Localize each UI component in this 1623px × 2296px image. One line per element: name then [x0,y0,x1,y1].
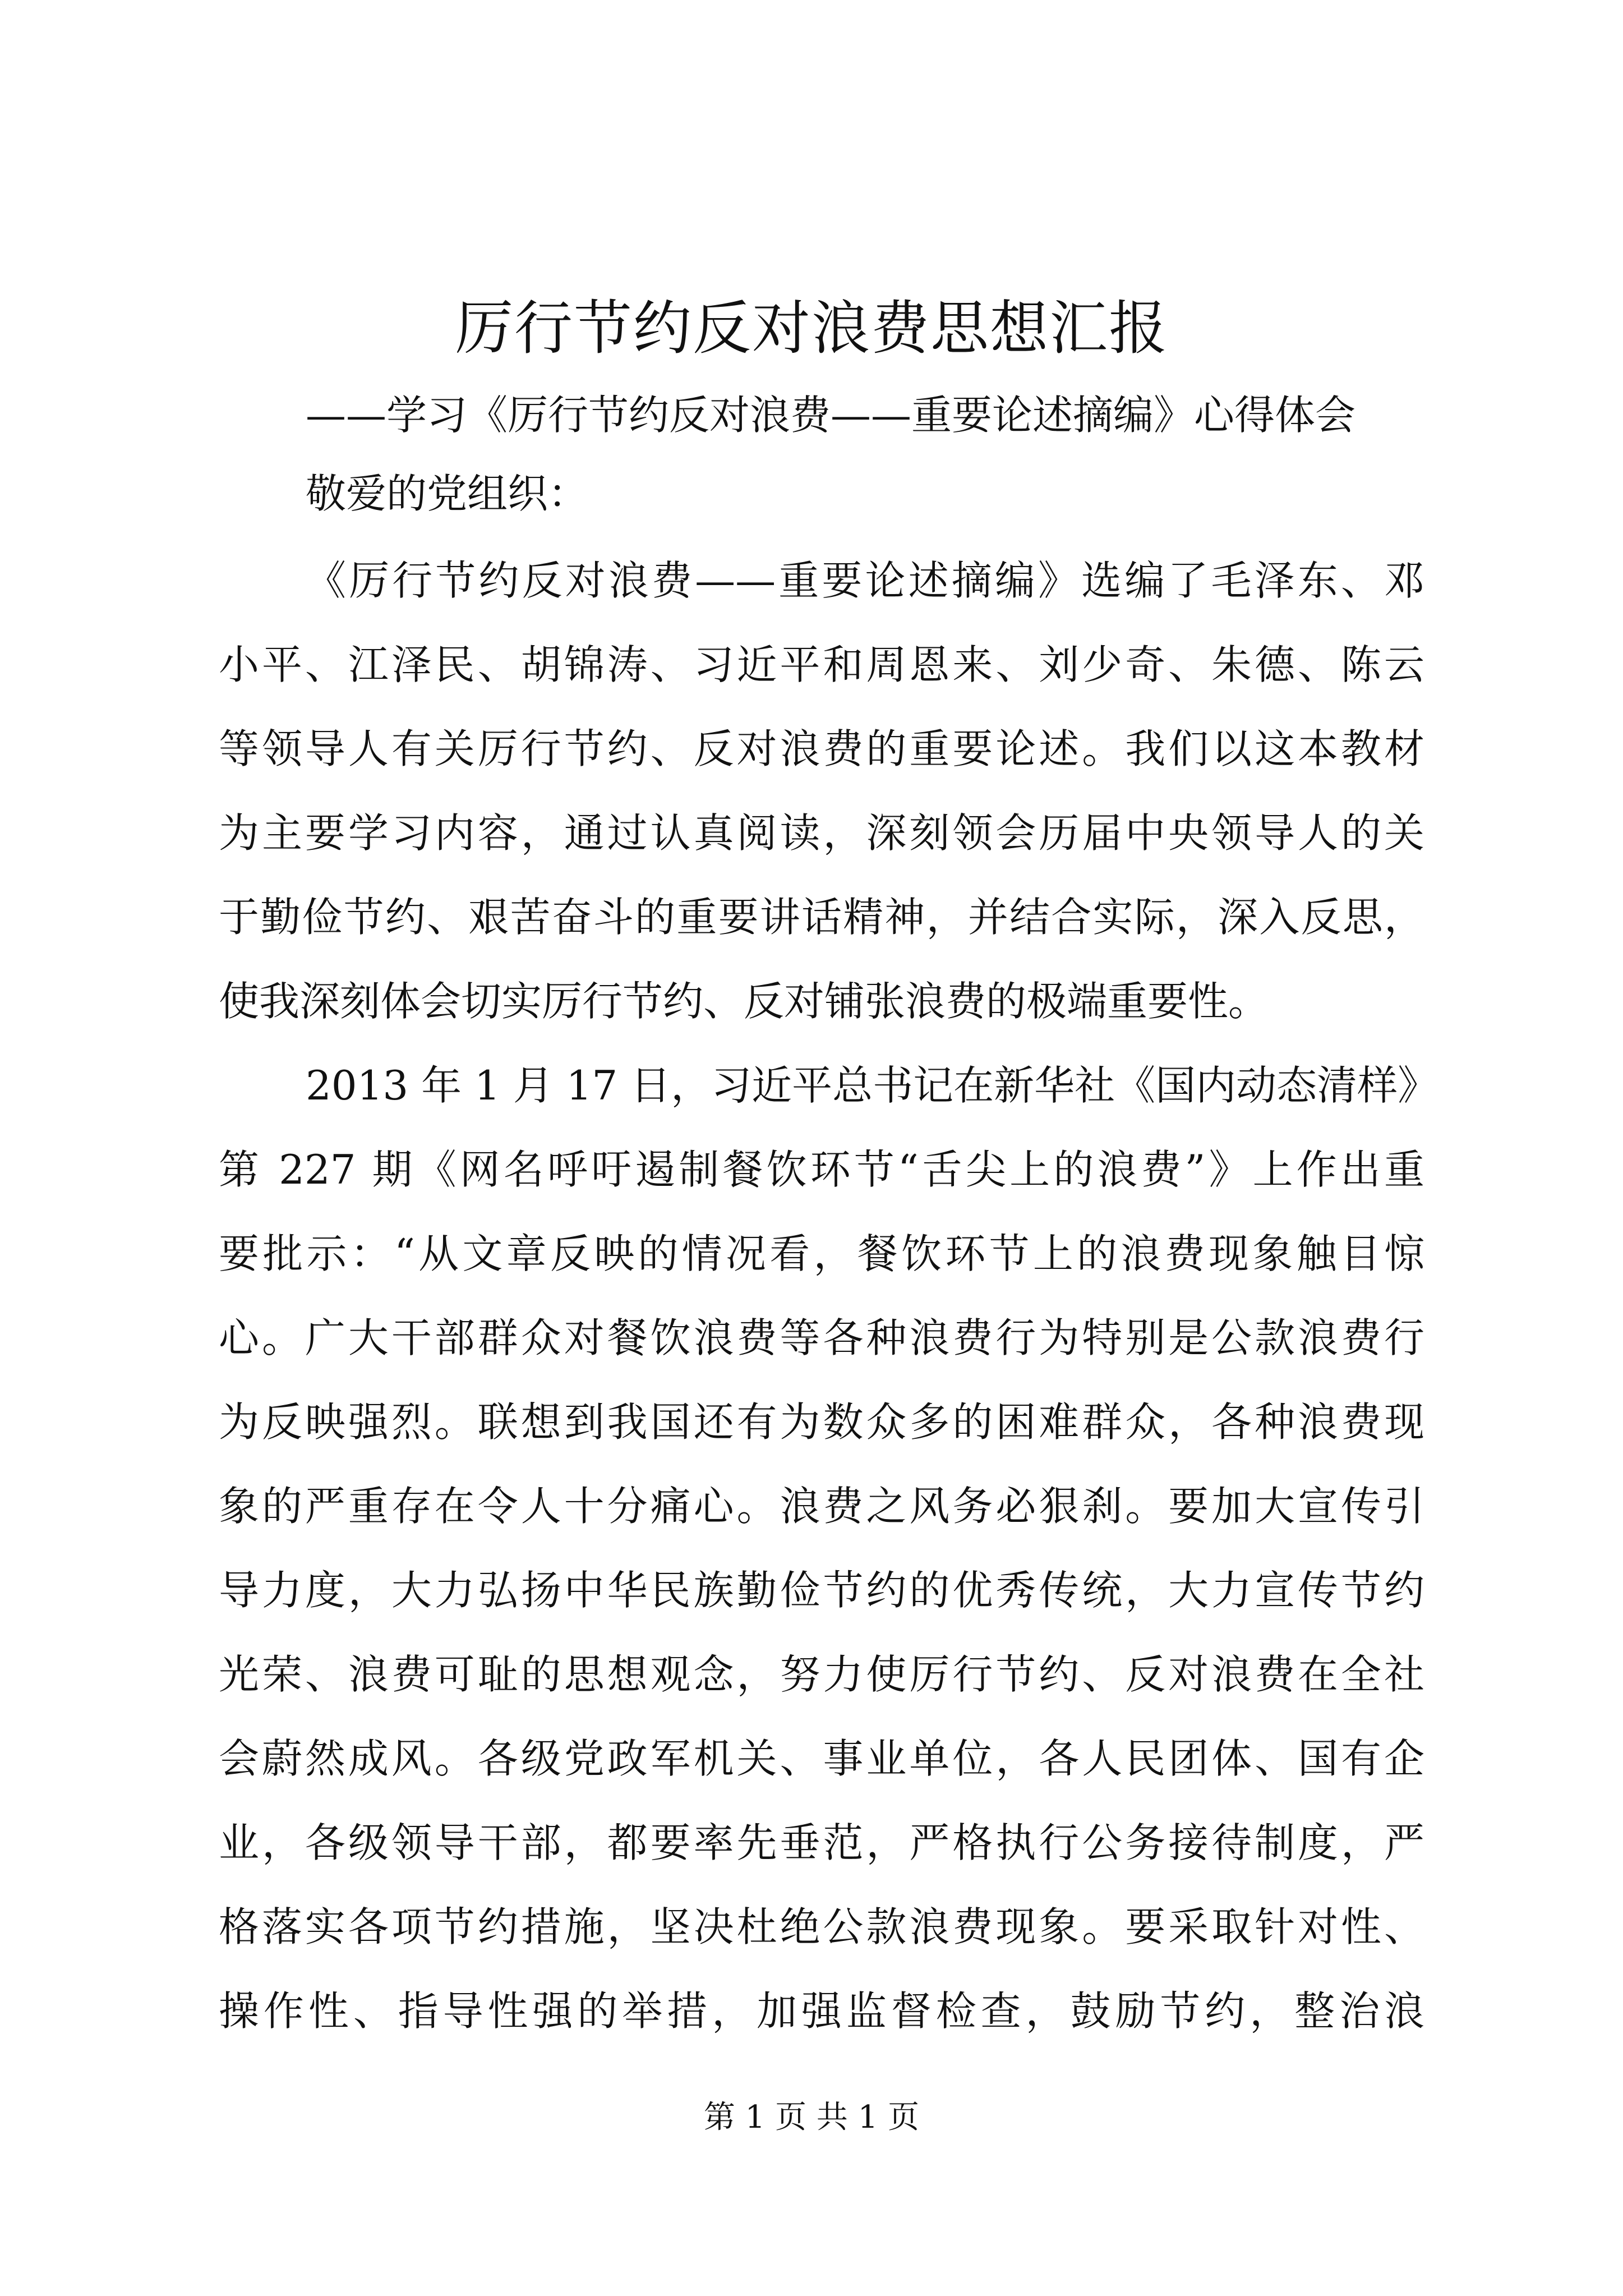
body-line: 心。广大干部群众对餐饮浪费等各种浪费行为特别是公款浪费行 [219,1314,1424,1361]
body-line: 操作性、指导性强的举措，加强监督检查，鼓励节约，整治浪 [219,1987,1424,2035]
body-line: 于勤俭节约、艰苦奋斗的重要讲话精神，并结合实际，深入反思， [219,894,1424,941]
body-line: 第 227 期《网名呼吁遏制餐饮环节“舌尖上的浪费”》上作出重 [219,1146,1424,1193]
body-line: 要批示：“从文章反映的情况看，餐饮环节上的浪费现象触目惊 [219,1230,1424,1277]
body-line: 《厉行节约反对浪费——重要论述摘编》选编了毛泽东、邓 [306,557,1424,604]
body-line: 使我深刻体会切实厉行节约、反对铺张浪费的极端重要性。 [219,978,1269,1025]
body-line: 为主要学习内容，通过认真阅读，深刻领会历届中央领导人的关 [219,809,1424,857]
body-line: 格落实各项节约措施，坚决杜绝公款浪费现象。要采取针对性、 [219,1903,1424,1950]
body-line: 导力度，大力弘扬中华民族勤俭节约的优秀传统，大力宣传节约 [219,1567,1424,1614]
document-subtitle: ——学习《厉行节约反对浪费——重要论述摘编》心得体会 [306,392,1356,439]
page-footer: 第 1 页 共 1 页 [703,2099,920,2136]
body-line: 等领导人有关厉行节约、反对浪费的重要论述。我们以这本教材 [219,725,1424,772]
document-title: 厉行节约反对浪费思想汇报 [454,294,1168,362]
body-line: 2013 年 1 月 17 日，习近平总书记在新华社《国内动态清样》 [306,1062,1438,1109]
body-line: 光荣、浪费可耻的思想观念，努力使厉行节约、反对浪费在全社 [219,1651,1424,1698]
salutation: 敬爱的党组织： [306,470,589,517]
body-line: 为反映强烈。联想到我国还有为数众多的困难群众，各种浪费现 [219,1398,1424,1446]
body-line: 业，各级领导干部，都要率先垂范，严格执行公务接待制度，严 [219,1819,1424,1866]
body-line: 象的严重存在令人十分痛心。浪费之风务必狠刹。要加大宣传引 [219,1483,1424,1530]
body-line: 会蔚然成风。各级党政军机关、事业单位，各人民团体、国有企 [219,1735,1424,1782]
body-line: 小平、江泽民、胡锦涛、习近平和周恩来、刘少奇、朱德、陈云 [219,641,1424,688]
